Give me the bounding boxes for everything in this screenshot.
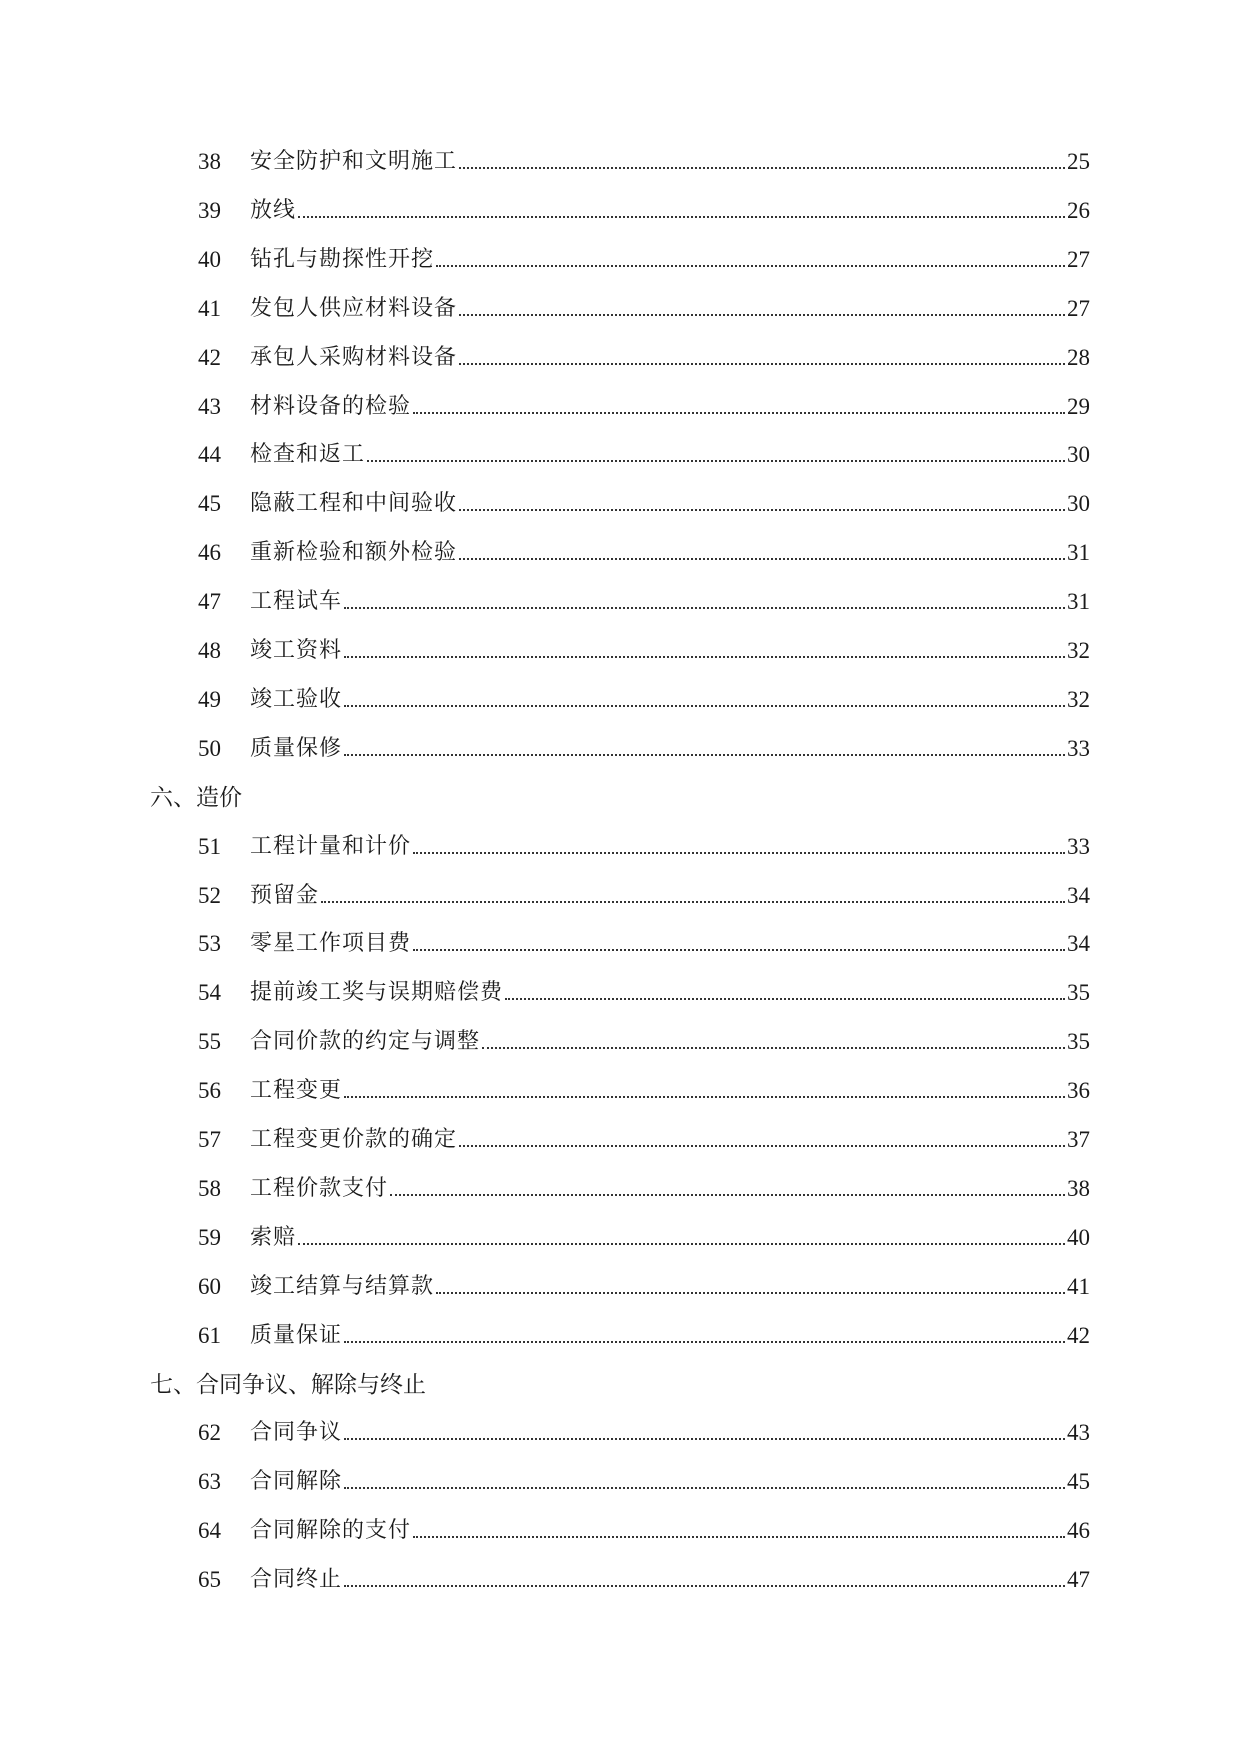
toc-entry-title: 竣工验收	[250, 687, 343, 712]
toc-entry-number: 40	[198, 247, 221, 272]
toc-entry-number: 63	[198, 1469, 221, 1494]
toc-entry[interactable]	[198, 385, 1090, 421]
toc-entry[interactable]	[198, 1069, 1090, 1105]
toc-entry-title: 合同解除的支付	[250, 1518, 412, 1543]
toc-entry-number: 62	[198, 1420, 221, 1445]
toc-entry-title: 工程计量和计价	[250, 834, 412, 859]
toc-entry-page-number: 40	[1067, 1225, 1090, 1250]
toc-entry[interactable]	[198, 1411, 1090, 1447]
toc-entry-number: 46	[198, 540, 221, 565]
toc-section-heading: 七、合同争议、解除与终止	[150, 1372, 426, 1398]
toc-entry-title: 放线	[250, 198, 297, 223]
toc-entry-title: 钻孔与勘探性开挖	[250, 247, 435, 272]
toc-entry-title: 预留金	[250, 883, 320, 908]
dot-leader	[413, 1536, 1065, 1538]
toc-entry-page-number: 45	[1067, 1469, 1090, 1494]
toc-entry[interactable]	[198, 482, 1090, 518]
toc-entry-page-number: 34	[1067, 883, 1090, 908]
toc-entry[interactable]	[198, 189, 1090, 225]
dot-leader	[413, 949, 1065, 951]
toc-entry-number: 50	[198, 736, 221, 761]
toc-entry[interactable]	[198, 580, 1090, 616]
toc-entry-page-number: 28	[1067, 345, 1090, 370]
toc-entry[interactable]	[198, 678, 1090, 714]
toc-entry[interactable]	[198, 1020, 1090, 1056]
toc-entry-page-number: 32	[1067, 687, 1090, 712]
dot-leader	[344, 705, 1065, 707]
toc-entry-page-number: 43	[1067, 1420, 1090, 1445]
dot-leader	[505, 998, 1065, 1000]
toc-entry-number: 49	[198, 687, 221, 712]
toc-entry[interactable]	[198, 1509, 1090, 1545]
toc-entry-number: 47	[198, 589, 221, 614]
toc-entry-page-number: 30	[1067, 442, 1090, 467]
toc-entry-page-number: 42	[1067, 1323, 1090, 1348]
dot-leader	[344, 1096, 1065, 1098]
toc-entry-number: 61	[198, 1323, 221, 1348]
dot-leader	[436, 1292, 1065, 1294]
toc-entry-page-number: 36	[1067, 1078, 1090, 1103]
toc-entry-number: 42	[198, 345, 221, 370]
toc-entry-number: 52	[198, 883, 221, 908]
toc-entry-title: 工程变更	[250, 1078, 343, 1103]
toc-entry-page-number: 31	[1067, 589, 1090, 614]
toc-entry-number: 51	[198, 834, 221, 859]
toc-entry-number: 53	[198, 931, 221, 956]
dot-leader	[459, 363, 1065, 365]
dot-leader	[367, 460, 1065, 462]
toc-entry-page-number: 29	[1067, 394, 1090, 419]
toc-entry-title: 质量保证	[250, 1323, 343, 1348]
dot-leader	[459, 167, 1065, 169]
toc-entry-number: 39	[198, 198, 221, 223]
dot-leader	[482, 1047, 1065, 1049]
toc-entry-number: 65	[198, 1567, 221, 1592]
dot-leader	[344, 754, 1065, 756]
toc-entry[interactable]	[198, 140, 1090, 176]
toc-entry-page-number: 33	[1067, 834, 1090, 859]
toc-entry-page-number: 32	[1067, 638, 1090, 663]
dot-leader	[459, 558, 1065, 560]
toc-entry-page-number: 33	[1067, 736, 1090, 761]
toc-entry-title: 合同解除	[250, 1469, 343, 1494]
toc-entry[interactable]	[198, 287, 1090, 323]
toc-entry-page-number: 38	[1067, 1176, 1090, 1201]
toc-entry[interactable]	[198, 238, 1090, 274]
toc-entry-title: 零星工作项目费	[250, 931, 412, 956]
toc-entry-page-number: 27	[1067, 247, 1090, 272]
toc-entry[interactable]	[198, 922, 1090, 958]
toc-entry-title: 合同终止	[250, 1567, 343, 1592]
toc-entry-number: 60	[198, 1274, 221, 1299]
toc-entry-page-number: 37	[1067, 1127, 1090, 1152]
dot-leader	[413, 852, 1065, 854]
toc-entry-page-number: 35	[1067, 980, 1090, 1005]
toc-entry[interactable]	[198, 1460, 1090, 1496]
toc-entry-title: 工程价款支付	[250, 1176, 389, 1201]
toc-entry-title: 材料设备的检验	[250, 394, 412, 419]
toc-entry-page-number: 25	[1067, 149, 1090, 174]
toc-entry[interactable]	[198, 971, 1090, 1007]
toc-entry-number: 43	[198, 394, 221, 419]
toc-entry[interactable]	[198, 1314, 1090, 1350]
toc-entry-number: 45	[198, 491, 221, 516]
toc-entry-page-number: 31	[1067, 540, 1090, 565]
toc-entry-page-number: 41	[1067, 1274, 1090, 1299]
toc-section-heading: 六、造价	[150, 785, 242, 811]
toc-entry-title: 提前竣工奖与误期赔偿费	[250, 980, 504, 1005]
toc-entry-title: 承包人采购材料设备	[250, 345, 458, 370]
toc-entry-title: 索赔	[250, 1225, 297, 1250]
toc-entry-number: 41	[198, 296, 221, 321]
toc-entry-number: 57	[198, 1127, 221, 1152]
toc-entry-page-number: 47	[1067, 1567, 1090, 1592]
toc-entry[interactable]	[198, 433, 1090, 469]
toc-entry-title: 合同争议	[250, 1420, 343, 1445]
toc-entry[interactable]	[198, 825, 1090, 861]
dot-leader	[344, 607, 1065, 609]
toc-entry[interactable]	[198, 1118, 1090, 1154]
toc-entry[interactable]	[198, 629, 1090, 665]
dot-leader	[459, 1145, 1065, 1147]
dot-leader	[390, 1194, 1065, 1196]
toc-entry-page-number: 46	[1067, 1518, 1090, 1543]
toc-entry-title: 隐蔽工程和中间验收	[250, 491, 458, 516]
toc-entry[interactable]	[198, 727, 1090, 763]
dot-leader	[321, 901, 1065, 903]
toc-entry-number: 48	[198, 638, 221, 663]
toc-entry-page-number: 30	[1067, 491, 1090, 516]
toc-entry-title: 工程试车	[250, 589, 343, 614]
dot-leader	[436, 265, 1065, 267]
toc-entry[interactable]	[198, 1558, 1090, 1594]
toc-entry-number: 44	[198, 442, 221, 467]
toc-entry-number: 55	[198, 1029, 221, 1054]
dot-leader	[413, 412, 1065, 414]
dot-leader	[298, 216, 1065, 218]
toc-entry[interactable]	[198, 1167, 1090, 1203]
toc-entry-number: 54	[198, 980, 221, 1005]
dot-leader	[298, 1243, 1065, 1245]
toc-entry-page-number: 27	[1067, 296, 1090, 321]
toc-entry[interactable]	[198, 1216, 1090, 1252]
toc-entry[interactable]	[198, 1265, 1090, 1301]
dot-leader	[344, 1438, 1065, 1440]
toc-entry-number: 38	[198, 149, 221, 174]
dot-leader	[344, 656, 1065, 658]
toc-entry-title: 重新检验和额外检验	[250, 540, 458, 565]
dot-leader	[459, 509, 1065, 511]
toc-entry-number: 58	[198, 1176, 221, 1201]
toc-entry-title: 合同价款的约定与调整	[250, 1029, 481, 1054]
toc-entry-title: 检查和返工	[250, 442, 366, 467]
toc-entry-page-number: 34	[1067, 931, 1090, 956]
toc-entry-title: 质量保修	[250, 736, 343, 761]
toc-entry[interactable]	[198, 336, 1090, 372]
toc-entry-title: 安全防护和文明施工	[250, 149, 458, 174]
toc-entry[interactable]	[198, 874, 1090, 910]
toc-entry-number: 59	[198, 1225, 221, 1250]
dot-leader	[344, 1585, 1065, 1587]
dot-leader	[344, 1487, 1065, 1489]
dot-leader	[344, 1341, 1065, 1343]
dot-leader	[459, 314, 1065, 316]
toc-entry[interactable]	[198, 531, 1090, 567]
toc-entry-title: 竣工结算与结算款	[250, 1274, 435, 1299]
toc-entry-title: 工程变更价款的确定	[250, 1127, 458, 1152]
toc-entry-page-number: 26	[1067, 198, 1090, 223]
toc-entry-number: 56	[198, 1078, 221, 1103]
toc-entry-title: 发包人供应材料设备	[250, 296, 458, 321]
toc-entry-title: 竣工资料	[250, 638, 343, 663]
toc-entry-number: 64	[198, 1518, 221, 1543]
toc-entry-page-number: 35	[1067, 1029, 1090, 1054]
